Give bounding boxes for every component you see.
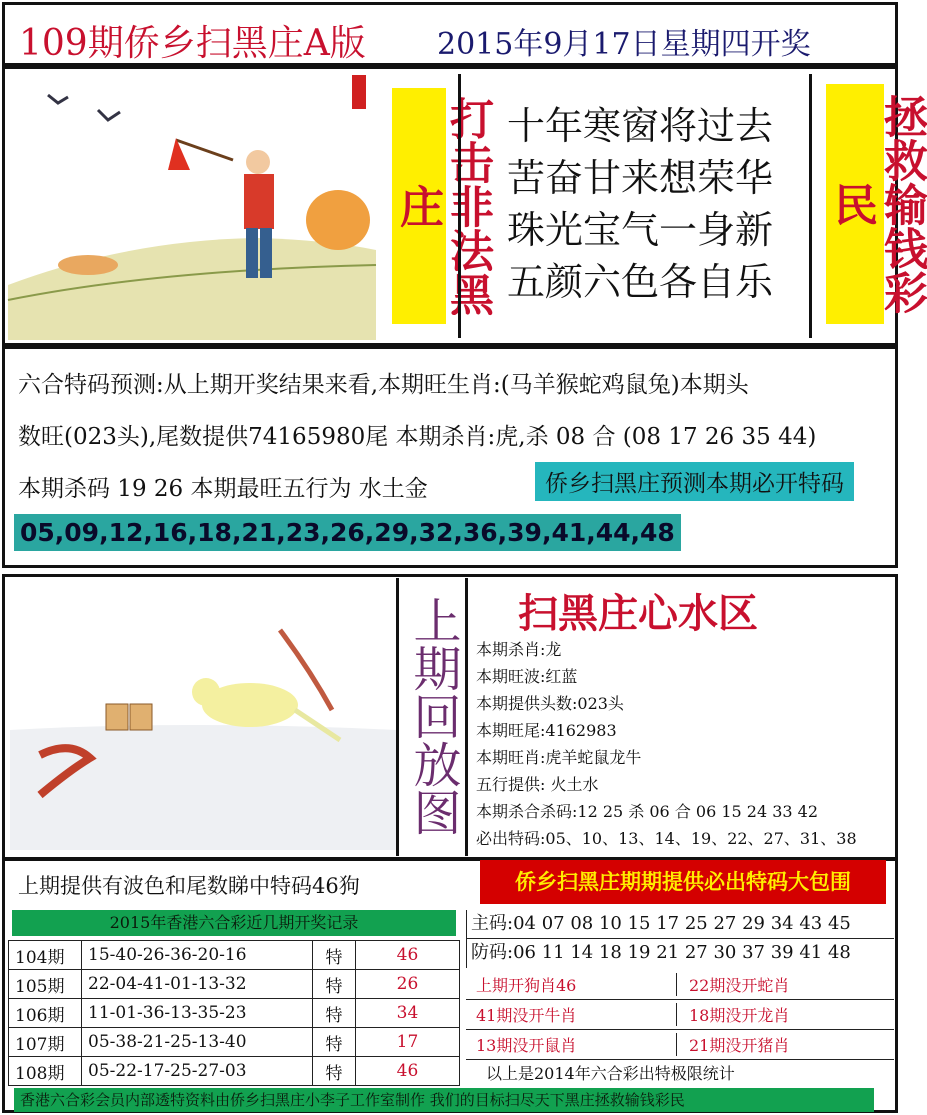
poem-line-2: 苦奋甘来想荣华 (507, 156, 774, 200)
prediction-numbers: 05,09,12,16,18,21,23,26,29,32,36,39,41,44,48 (14, 514, 681, 551)
record-special: 26 (356, 970, 460, 999)
last-period-note: 上期提供有波色和尾数睇中特码46狗 (18, 874, 360, 898)
records-title: 2015年香港六合彩近几期开奖记录 (12, 910, 456, 936)
record-numbers: 05-38-21-25-13-40 (82, 1028, 313, 1057)
replay-label-box (396, 578, 468, 856)
table-row (9, 999, 460, 1028)
records-table (8, 940, 460, 1086)
record-te: 特 (313, 970, 356, 999)
stat-cell: 41期没开牛肖 (466, 1003, 677, 1026)
replay-item: 必出特码:05、10、13、14、19、22、27、31、38 (476, 829, 857, 848)
stat-cell: 上期开狗肖46 (466, 973, 677, 996)
replay-item: 本期旺波:红蓝 (476, 667, 578, 686)
record-period: 105期 (9, 970, 82, 999)
table-row (9, 1028, 460, 1057)
replay-items (476, 636, 894, 852)
title-right: 2015年9月17日星期四开奖 (437, 27, 811, 62)
record-period: 106期 (9, 999, 82, 1028)
guard-codes: 防码:06 11 14 18 19 21 27 30 37 39 41 48 (471, 942, 851, 963)
red-banner: 侨乡扫黑庄期期提供必出特码大包围 (480, 860, 886, 904)
record-period: 104期 (9, 941, 82, 970)
banner-left (392, 88, 493, 324)
stats-note: 以上是2014年六合彩出特极限统计 (486, 1064, 735, 1083)
illustration-rat (10, 580, 396, 850)
replay-item: 本期旺肖:虎羊蛇鼠龙牛 (476, 748, 642, 767)
record-numbers: 15-40-26-36-20-16 (82, 941, 313, 970)
poem-box (458, 74, 812, 338)
codes-box (466, 910, 894, 968)
replay-item: 本期杀肖:龙 (476, 640, 562, 659)
record-special: 46 (356, 1057, 460, 1086)
record-te: 特 (313, 941, 356, 970)
main-codes: 主码:04 07 08 10 15 17 25 27 29 34 43 45 (467, 910, 894, 939)
prediction-line-1: 六合特码预测:从上期开奖结果来看,本期旺生肖:(马羊猴蛇鸡鼠兔)本期头 (18, 372, 749, 398)
banner-right-text: 拯救输钱彩民 (826, 94, 927, 314)
record-numbers: 05-22-17-25-27-03 (82, 1057, 313, 1086)
record-te: 特 (313, 1028, 356, 1057)
record-special: 34 (356, 999, 460, 1028)
replay-item: 本期旺尾:4162983 (476, 721, 617, 740)
banner-left-text: 打击非法黑庄 (392, 96, 493, 316)
title-left: 109期侨乡扫黑庄A版 (19, 23, 366, 64)
prediction-line-3: 本期杀码 19 26 本期最旺五行为 水土金 (18, 476, 428, 502)
footer-banner: 香港六合彩会员内部透特资料由侨乡扫黑庄小李子工作室制作 我们的目标扫尽天下黑庄拯救输钱彩民 (14, 1088, 874, 1112)
prediction-line-2: 数旺(023头),尾数提供74165980尾 本期杀肖:虎,杀 08 合 (08 17 26 35 44) (18, 424, 817, 450)
record-special: 46 (356, 941, 460, 970)
replay-heading: 扫黑庄心水区 (518, 591, 758, 637)
stat-cell: 18期没开龙肖 (689, 1006, 790, 1025)
table-row (9, 1057, 460, 1086)
replay-vertical-label: 上期回放图 (405, 596, 461, 836)
banner-right (826, 84, 927, 324)
record-numbers: 11-01-36-13-35-23 (82, 999, 313, 1028)
record-period: 108期 (9, 1057, 82, 1086)
replay-item: 本期提供头数:023头 (476, 694, 624, 713)
title-bar (2, 2, 898, 66)
illustration-flag-man (8, 70, 376, 340)
poem-line-3: 珠光宝气一身新 (507, 208, 774, 252)
record-te: 特 (313, 1057, 356, 1086)
stats-grid (466, 970, 894, 1088)
table-row (9, 970, 460, 999)
prediction-label: 侨乡扫黑庄预测本期必开特码 (535, 462, 854, 501)
replay-item: 本期杀合杀码:12 25 杀 06 合 06 15 24 33 42 (476, 802, 819, 821)
record-special: 17 (356, 1028, 460, 1057)
stat-cell: 22期没开蛇肖 (689, 976, 790, 995)
poem-line-1: 十年寒窗将过去 (507, 104, 774, 148)
record-te: 特 (313, 999, 356, 1028)
record-numbers: 22-04-41-01-13-32 (82, 970, 313, 999)
replay-item: 五行提供: 火土水 (476, 775, 599, 794)
record-period: 107期 (9, 1028, 82, 1057)
table-row (9, 941, 460, 970)
stat-cell: 13期没开鼠肖 (466, 1033, 677, 1056)
stat-cell: 21期没开猪肖 (689, 1036, 790, 1055)
poem-line-4: 五颜六色各自乐 (507, 260, 774, 304)
